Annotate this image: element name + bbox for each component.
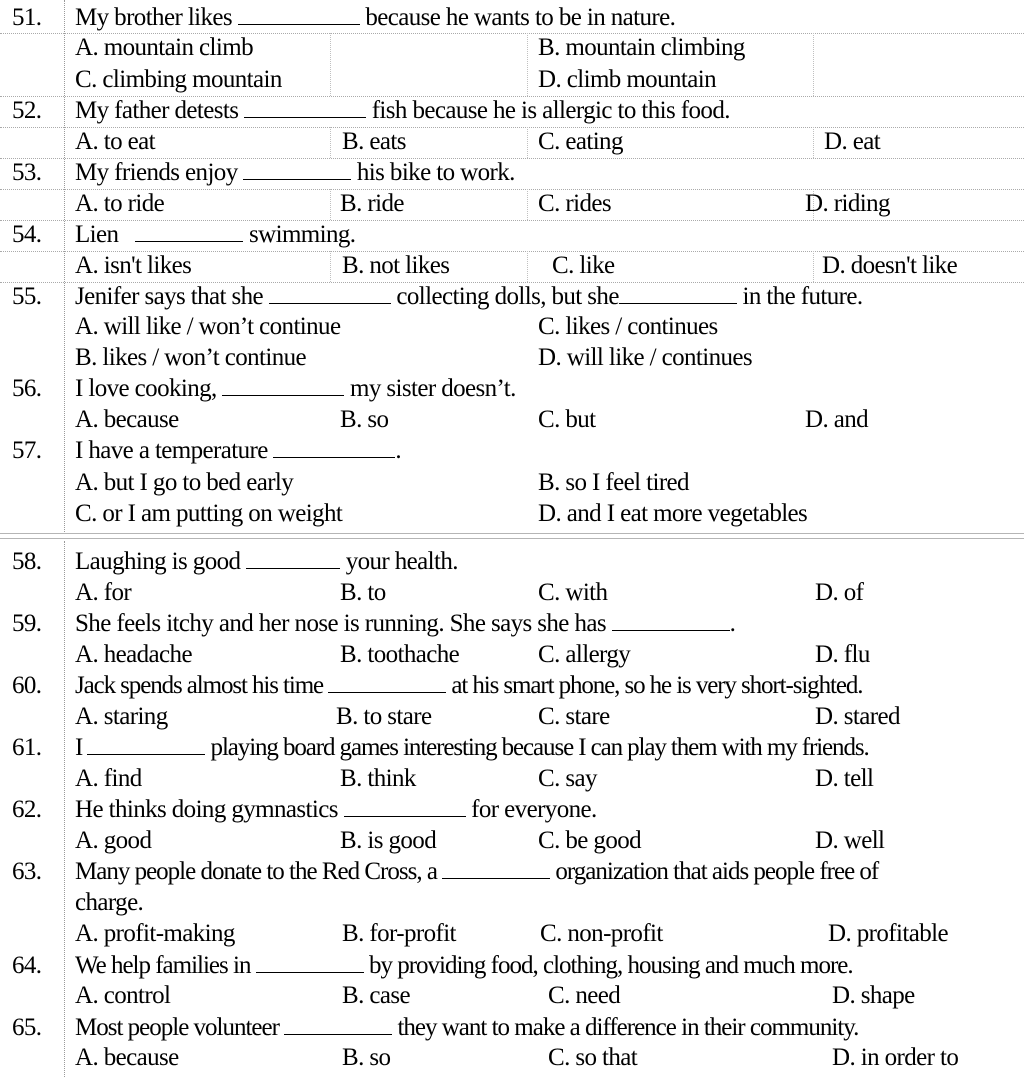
question-number: 65. [12, 1014, 42, 1041]
question-number: 52. [12, 97, 42, 124]
option[interactable]: D. doesn't like [822, 252, 958, 279]
option[interactable]: B. to stare [336, 703, 432, 730]
question-stem: We help families in by providing food, clothing, housing and much more. [75, 952, 853, 979]
option[interactable]: D. and I eat more vegetables [538, 500, 808, 527]
question-number: 51. [12, 4, 42, 31]
option[interactable]: C. need [548, 982, 621, 1009]
option[interactable]: C. but [538, 406, 596, 433]
option[interactable]: A. to eat [75, 128, 155, 155]
option[interactable]: C. with [538, 579, 608, 606]
answer-blank[interactable] [238, 4, 360, 25]
question-number: 64. [12, 952, 42, 979]
answer-blank[interactable] [612, 610, 730, 631]
question-number: 62. [12, 796, 42, 823]
answer-blank[interactable] [269, 283, 391, 304]
option[interactable]: C. say [538, 765, 597, 792]
option[interactable]: A. good [75, 827, 152, 854]
option[interactable]: D. eat [824, 128, 881, 155]
option[interactable]: D. well [815, 827, 885, 854]
answer-blank[interactable] [619, 283, 737, 304]
option[interactable]: B. think [340, 765, 416, 792]
answer-blank[interactable] [344, 796, 466, 817]
question-stem: I love cooking, my sister doesn’t. [75, 375, 516, 402]
answer-blank[interactable] [273, 437, 395, 458]
option[interactable]: C. rides [538, 190, 611, 217]
option[interactable]: D. tell [815, 765, 874, 792]
option[interactable]: D. riding [805, 190, 890, 217]
question-number: 55. [12, 283, 42, 310]
question-stem: My father detests fish because he is allergic to this food. [75, 97, 730, 124]
number-column-divider [64, 0, 65, 532]
option-column-divider [813, 127, 814, 158]
option[interactable]: B. toothache [340, 641, 460, 668]
option[interactable]: B. likes / won’t continue [75, 344, 307, 371]
answer-blank[interactable] [328, 672, 446, 693]
question-stem: Jack spends almost his time at his smart phone, so he is very short-sighted. [75, 672, 863, 699]
option[interactable]: A. staring [75, 703, 168, 730]
option-column-divider [813, 33, 814, 96]
question-stem: I playing board games interesting because I can play them with my friends. [75, 734, 869, 761]
question-stem: My brother likes because he wants to be in nature. [75, 4, 676, 31]
page-break-separator [0, 533, 1024, 539]
option-column-divider [527, 127, 528, 158]
option[interactable]: B. to [340, 579, 386, 606]
question-number: 53. [12, 159, 42, 186]
option[interactable]: B. so [340, 406, 389, 433]
option[interactable]: A. isn't likes [75, 252, 192, 279]
question-stem: Most people volunteer they want to make a difference in their community. [75, 1014, 859, 1041]
option[interactable]: A. find [75, 765, 142, 792]
option[interactable]: A. mountain climb [75, 34, 253, 61]
option[interactable]: D. shape [832, 982, 915, 1009]
question-stem-continuation: charge. [75, 889, 144, 916]
question-stem: Lien swimming. [75, 221, 356, 248]
option[interactable]: A. will like / won’t continue [75, 313, 341, 340]
answer-blank[interactable] [246, 548, 340, 569]
option-column-divider [527, 33, 528, 96]
question-number: 58. [12, 548, 42, 575]
option[interactable]: B. ride [340, 190, 404, 217]
option[interactable]: D. profitable [828, 920, 948, 947]
option[interactable]: C. eating [538, 128, 623, 155]
option[interactable]: C. like [552, 252, 615, 279]
question-stem: Jenifer says that she collecting dolls, but she in the future. [75, 283, 863, 310]
number-column-divider [64, 541, 65, 1077]
option[interactable]: C. or I am putting on weight [75, 500, 343, 527]
question-number: 59. [12, 610, 42, 637]
option[interactable]: C. allergy [538, 641, 631, 668]
option[interactable]: D. and [805, 406, 869, 433]
question-stem: My friends enjoy his bike to work. [75, 159, 515, 186]
option[interactable]: C. likes / continues [538, 313, 718, 340]
question-number: 61. [12, 734, 42, 761]
option-column-divider [330, 189, 331, 220]
question-number: 56. [12, 375, 42, 402]
question-stem: Laughing is good your health. [75, 548, 458, 575]
option[interactable]: A. but I go to bed early [75, 469, 294, 496]
option[interactable]: B. case [342, 982, 410, 1009]
option[interactable]: C. stare [538, 703, 610, 730]
option[interactable]: A. to ride [75, 190, 165, 217]
option-column-divider [527, 189, 528, 220]
option[interactable]: B. is good [340, 827, 437, 854]
option[interactable]: C. climbing mountain [75, 66, 282, 93]
option[interactable]: A. because [75, 1044, 179, 1071]
option[interactable]: B. mountain climbing [538, 34, 745, 61]
option[interactable]: A. for [75, 579, 132, 606]
question-number: 63. [12, 858, 42, 885]
question-stem: I have a temperature . [75, 437, 402, 464]
answer-blank[interactable] [222, 375, 344, 396]
option[interactable]: C. non-profit [540, 920, 663, 947]
option[interactable]: D. climb mountain [538, 66, 716, 93]
option[interactable]: A. because [75, 406, 179, 433]
question-number: 54. [12, 221, 42, 248]
option-column-divider [330, 127, 331, 158]
answer-blank[interactable] [87, 734, 205, 755]
option-column-divider [527, 251, 528, 282]
option[interactable]: D. of [815, 579, 864, 606]
answer-blank[interactable] [256, 952, 364, 973]
option[interactable]: D. stared [815, 703, 900, 730]
option[interactable]: A. control [75, 982, 171, 1009]
option[interactable]: B. so [342, 1044, 391, 1071]
question-number: 57. [12, 437, 42, 464]
option[interactable]: B. not likes [342, 252, 450, 279]
answer-blank[interactable] [243, 159, 351, 180]
option[interactable]: A. profit-making [75, 920, 235, 947]
option-column-divider [813, 251, 814, 282]
option[interactable]: B. so I feel tired [538, 469, 689, 496]
option-column-divider [330, 251, 331, 282]
answer-blank[interactable] [442, 858, 550, 879]
question-number: 60. [12, 672, 42, 699]
option[interactable]: B. for-profit [342, 920, 456, 947]
option[interactable]: D. flu [815, 641, 870, 668]
option[interactable]: B. eats [342, 128, 406, 155]
option[interactable]: D. will like / continues [538, 344, 753, 371]
answer-blank[interactable] [244, 97, 366, 118]
answer-blank[interactable] [135, 221, 243, 242]
option[interactable]: A. headache [75, 641, 192, 668]
answer-blank[interactable] [284, 1014, 392, 1035]
option[interactable]: C. be good [538, 827, 642, 854]
question-stem: She feels itchy and her nose is running. She says she has . [75, 610, 736, 637]
option[interactable]: C. so that [548, 1044, 638, 1071]
option[interactable]: D. in order to [832, 1044, 959, 1071]
option-column-divider [330, 33, 331, 96]
question-stem: Many people donate to the Red Cross, a organization that aids people free of [75, 858, 879, 885]
question-stem: He thinks doing gymnastics for everyone. [75, 796, 597, 823]
